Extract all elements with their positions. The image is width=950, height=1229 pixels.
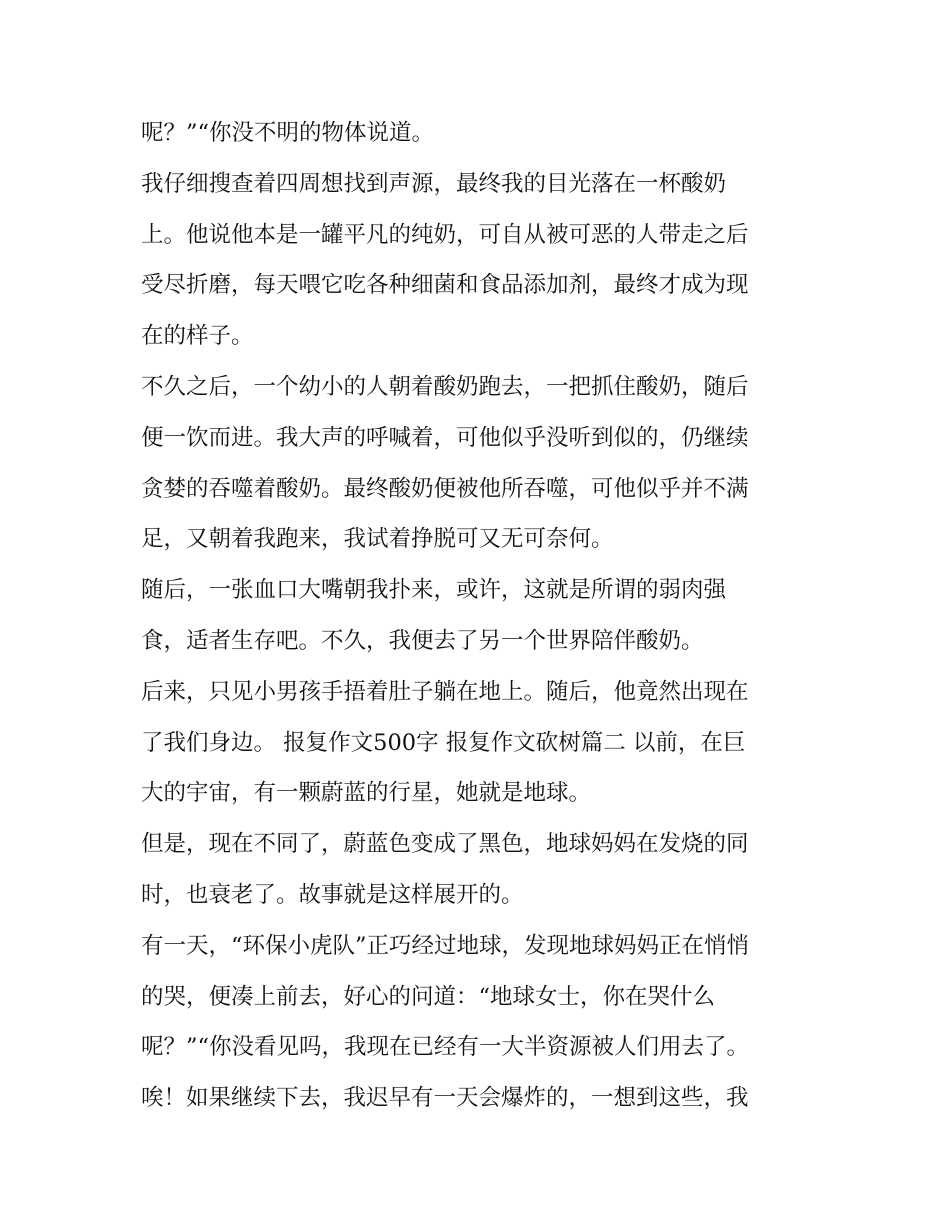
text-line: 足，又朝着我跑来，我试着挣脱可又无可奈何。 [141,526,614,553]
text-line: 在的样子。 [141,323,254,350]
text-line: 随后，一张血口大嘴朝我扑来，或许，这就是所谓的弱肉强 [141,577,727,604]
text-line: 但是，现在不同了，蔚蓝色变成了黑色，地球妈妈在发烧的同 [141,831,749,858]
text-line: 后来，只见小男孩手捂着肚子躺在地上。随后，他竟然出现在 [141,678,749,705]
text-line: 我仔细搜查着四周想找到声源，最终我的目光落在一杯酸奶 [141,170,727,197]
text-line: 有一天，“环保小虎队”正巧经过地球，发现地球妈妈正在悄悄 [141,932,750,959]
text-line: 呢？”“你没不明的物体说道。 [141,120,435,146]
text-line: 受尽折磨，每天喂它吃各种细菌和食品添加剂，最终才成为现 [141,272,749,299]
text-line: 唉！如果继续下去，我迟早有一天会爆炸的，一想到这些，我 [141,1085,749,1112]
text-line: 时，也衰老了。故事就是这样展开的。 [141,881,524,908]
text-line: 贪婪的吞噬着酸奶。最终酸奶便被他所吞噬，可他似乎并不满 [141,475,749,502]
text-line: 食，适者生存吧。不久，我便去了另一个世界陪伴酸奶。 [141,627,704,654]
document-body [141,108,821,1124]
text-line: 上。他说他本是一罐平凡的纯奶，可自从被可恶的人带走之后 [141,221,749,248]
text-line: 大的宇宙，有一颗蔚蓝的行星，她就是地球。 [141,780,592,807]
text-line: 不久之后，一个幼小的人朝着酸奶跑去，一把抓住酸奶，随后 [141,373,749,400]
text-line: 的哭，便凑上前去，好心的问道：“地球女士，你在哭什么 [141,983,716,1010]
text-line: 了我们身边。 报复作文500字 报复作文砍树篇二 以前，在巨 [141,729,746,756]
text-line: 呢？”“你没看见吗，我现在已经有一大半资源被人们用去了。 [141,1034,750,1061]
text-line: 便一饮而进。我大声的呼喊着，可他似乎没听到似的，仍继续 [141,424,749,451]
